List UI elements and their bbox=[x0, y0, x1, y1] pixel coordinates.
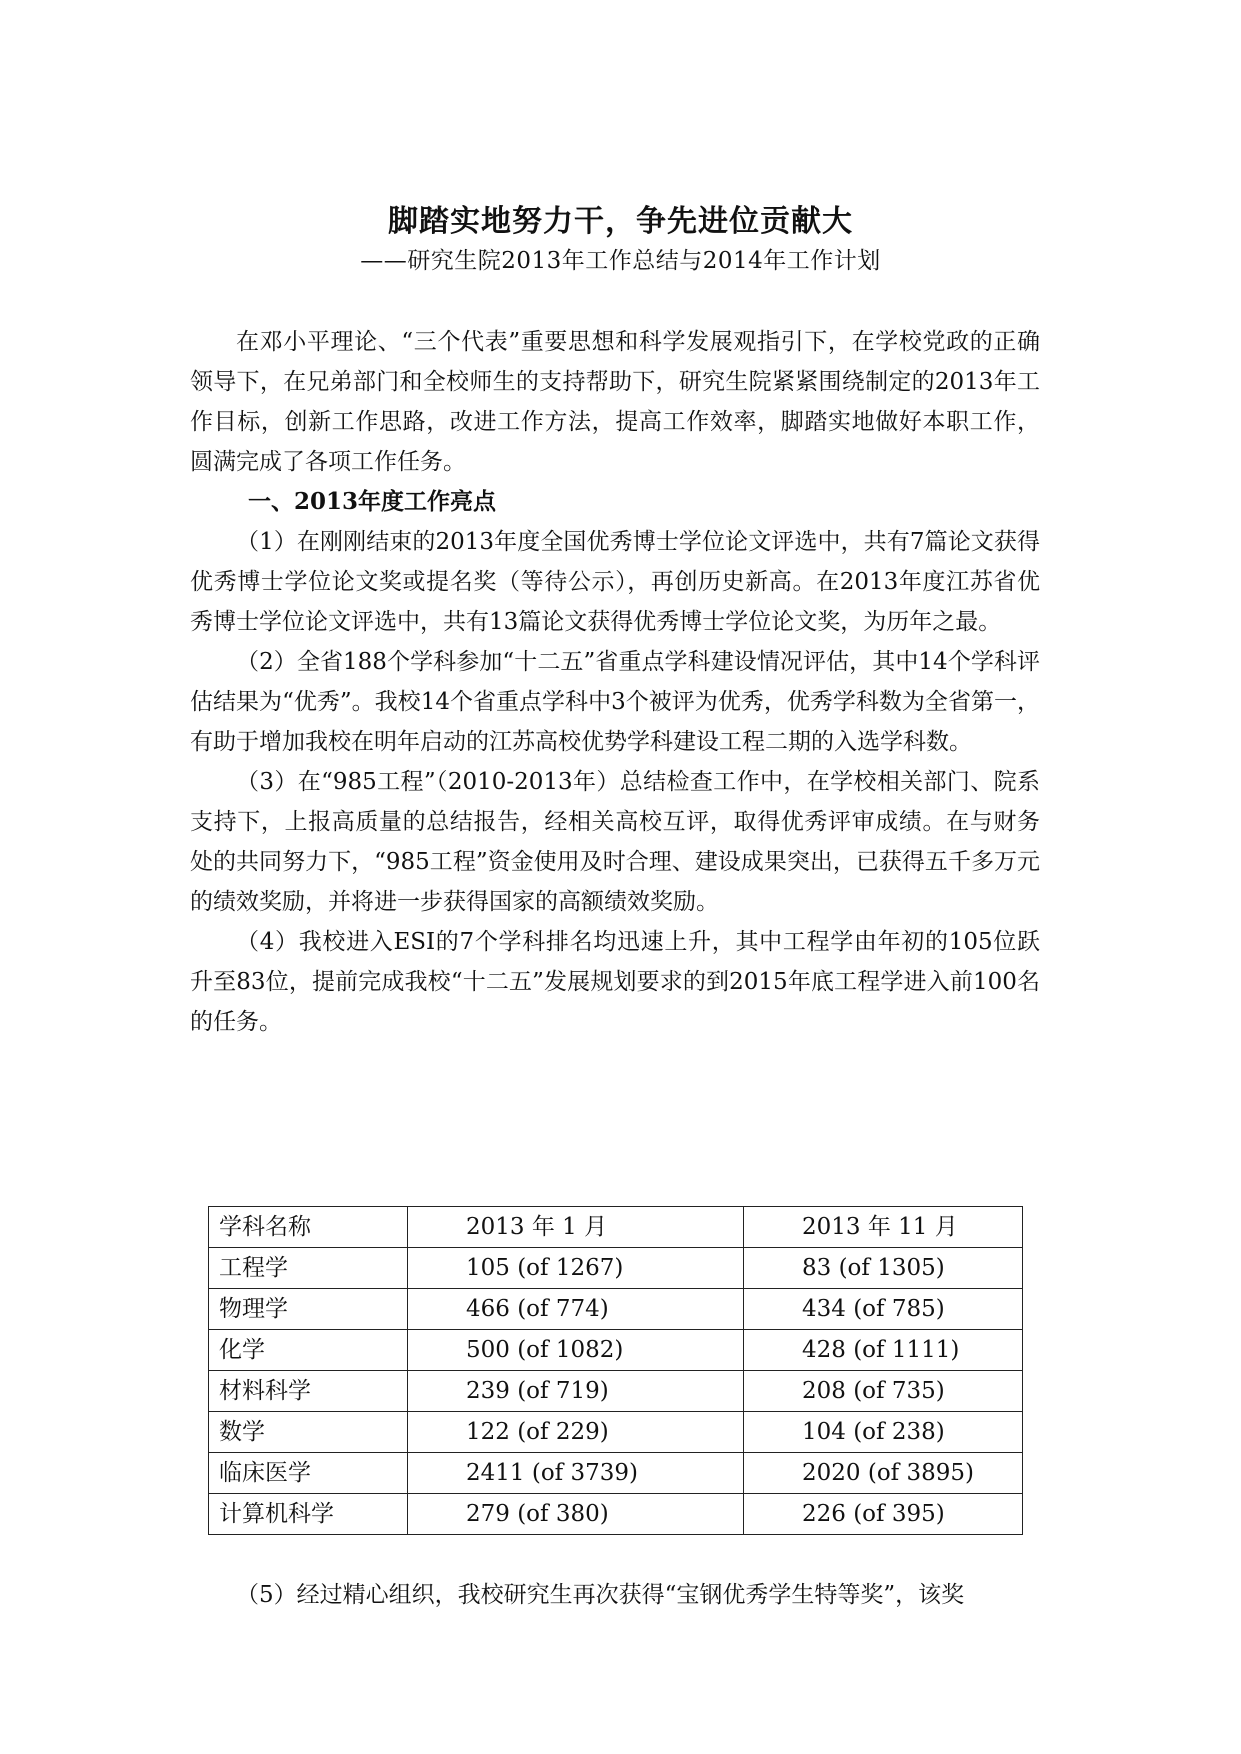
subject-cell: 工程学 bbox=[209, 1248, 408, 1289]
intro-section bbox=[190, 322, 1040, 482]
jan-rank-cell: 466 (of 774) bbox=[408, 1289, 744, 1330]
highlight-item-4: （4）我校进入ESI的7个学科排名均迅速上升，其中工程学由年初的105位跃升至83位，提前完成我校“十二五”发展规划要求的到2015年底工程学进入前100名的任务。 bbox=[190, 929, 1040, 1035]
document-title: 脚踏实地努力干，争先进位贡献大 bbox=[388, 204, 853, 239]
header-cell-subject: 学科名称 bbox=[209, 1207, 408, 1248]
jan-rank-cell: 105 (of 1267) bbox=[408, 1248, 744, 1289]
nov-rank-cell: 83 (of 1305) bbox=[744, 1248, 1023, 1289]
table-row bbox=[209, 1371, 1023, 1412]
subject-cell: 化学 bbox=[209, 1330, 408, 1371]
table-row bbox=[209, 1289, 1023, 1330]
subject-cell: 计算机科学 bbox=[209, 1494, 408, 1535]
nov-rank-cell: 208 (of 735) bbox=[744, 1371, 1023, 1412]
highlights-section bbox=[190, 482, 1040, 1042]
esi-ranking-table bbox=[208, 1206, 1023, 1535]
closing-section bbox=[190, 1575, 1040, 1615]
nov-rank-cell: 104 (of 238) bbox=[744, 1412, 1023, 1453]
table-row bbox=[209, 1453, 1023, 1494]
header-cell-nov: 2013 年 11 月 bbox=[744, 1207, 1023, 1248]
highlight-item-3: （3）在“985工程”（2010-2013年）总结检查工作中，在学校相关部门、院系支持下，上报高质量的总结报告，经相关高校互评，取得优秀评审成绩。在与财务处的共同努力下，“985工程”资金使用及时合理、建设成果突出，已获得五千多万元的绩效奖励，并将进一步获得国家的高额绩效奖励。 bbox=[190, 769, 1040, 915]
table-row bbox=[209, 1330, 1023, 1371]
highlight-item-1: （1）在刚刚结束的2013年度全国优秀博士学位论文评选中，共有7篇论文获得优秀博士学位论文奖或提名奖（等待公示），再创历史新高。在2013年度江苏省优秀博士学位论文评选中，共有13篇论文获得优秀博士学位论文奖，为历年之最。 bbox=[190, 529, 1040, 635]
nov-rank-cell: 434 (of 785) bbox=[744, 1289, 1023, 1330]
subject-cell: 数学 bbox=[209, 1412, 408, 1453]
table-row bbox=[209, 1248, 1023, 1289]
subject-cell: 临床医学 bbox=[209, 1453, 408, 1494]
highlight-item-5: （5）经过精心组织，我校研究生再次获得“宝钢优秀学生特等奖”，该奖 bbox=[236, 1582, 965, 1608]
jan-rank-cell: 2411 (of 3739) bbox=[408, 1453, 744, 1494]
highlight-item-2: （2）全省188个学科参加“十二五”省重点学科建设情况评估，其中14个学科评估结果为“优秀”。我校14个省重点学科中3个被评为优秀，优秀学科数为全省第一，有助于增加我校在明年启动的江苏高校优势学科建设工程二期的入选学科数。 bbox=[190, 649, 1040, 755]
subject-cell: 物理学 bbox=[209, 1289, 408, 1330]
table-header-row bbox=[209, 1207, 1023, 1248]
jan-rank-cell: 279 (of 380) bbox=[408, 1494, 744, 1535]
document-subtitle: ——研究生院2013年工作总结与2014年工作计划 bbox=[360, 248, 881, 274]
jan-rank-cell: 239 (of 719) bbox=[408, 1371, 744, 1412]
subject-cell: 材料科学 bbox=[209, 1371, 408, 1412]
section-heading: 一、2013年度工作亮点 bbox=[248, 488, 497, 515]
nov-rank-cell: 226 (of 395) bbox=[744, 1494, 1023, 1535]
header-cell-jan: 2013 年 1 月 bbox=[408, 1207, 744, 1248]
table-row bbox=[209, 1494, 1023, 1535]
nov-rank-cell: 2020 (of 3895) bbox=[744, 1453, 1023, 1494]
table-row bbox=[209, 1412, 1023, 1453]
nov-rank-cell: 428 (of 1111) bbox=[744, 1330, 1023, 1371]
jan-rank-cell: 500 (of 1082) bbox=[408, 1330, 744, 1371]
jan-rank-cell: 122 (of 229) bbox=[408, 1412, 744, 1453]
intro-paragraph: 在邓小平理论、“三个代表”重要思想和科学发展观指引下，在学校党政的正确领导下，在兄弟部门和全校师生的支持帮助下，研究生院紧紧围绕制定的2013年工作目标，创新工作思路，改进工作方法，提高工作效率，脚踏实地做好本职工作，圆满完成了各项工作任务。 bbox=[190, 329, 1040, 475]
